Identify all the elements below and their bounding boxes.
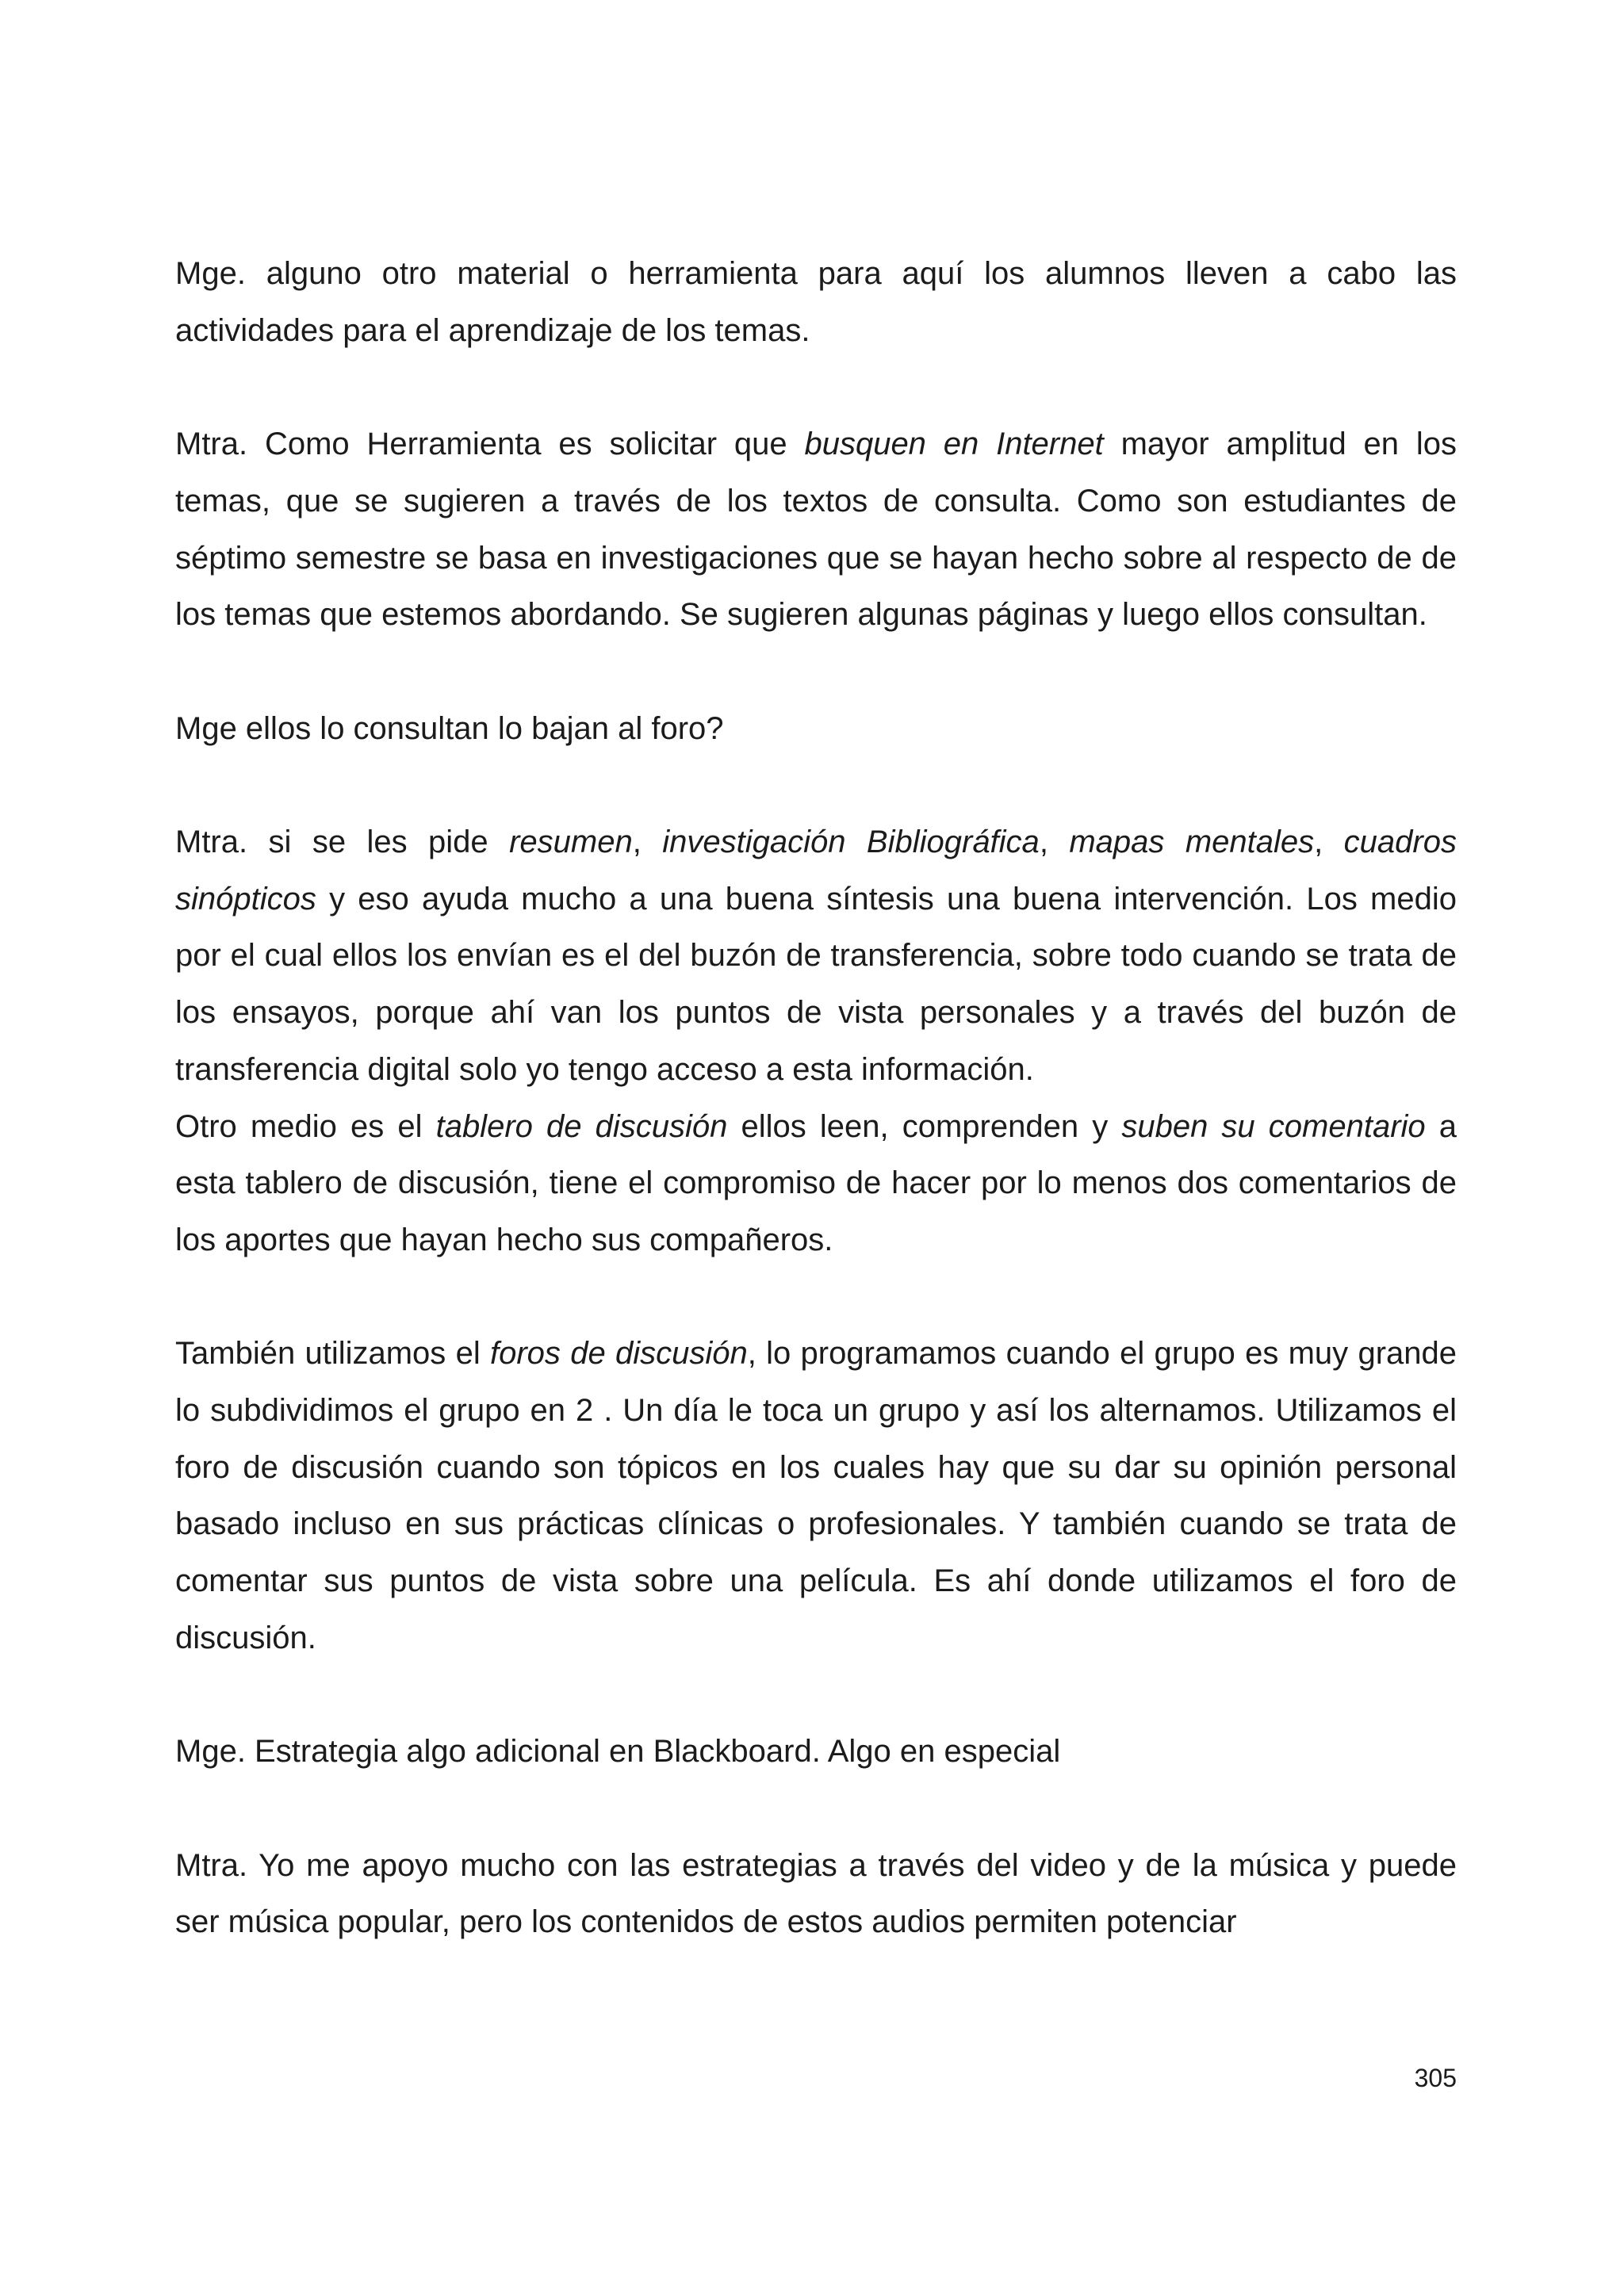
text-run: Mtra. Yo me apoyo mucho con las estrategias a través del video y de la música y puede ser música popular, pero los contenidos de estos audios permiten potenciar [175,1847,1457,1940]
italic-text: mapas mentales [1069,824,1315,859]
text-run: , [1314,824,1344,859]
text-run: , [632,824,663,859]
paragraph [175,416,1457,644]
text-run: y eso ayuda mucho a una buena síntesis una buena intervención. Los medio por el cual ellos los envían es el del buzón de transferencia, sobre todo cuando se trata de los ensayos, porque ahí van los puntos de vista personales y a través del buzón de transferencia digital solo yo tengo acceso a esta información. [175,881,1457,1087]
italic-text: investigación Bibliográfica [662,824,1040,859]
paragraph [175,701,1457,758]
italic-text: busquen en Internet [804,427,1104,462]
paragraph [175,1838,1457,1951]
text-run: Mtra. Como Herramienta es solicitar que [175,427,805,462]
italic-text: foros de discusión [490,1336,748,1372]
paragraph [175,1099,1457,1269]
text-run: Mtra. si se les pide [175,824,510,859]
paragraph [175,1326,1457,1667]
document-body [175,246,1457,1951]
text-run: Mge. alguno otro material o herramienta para aquí los alumnos lleven a cabo las actividades para el aprendizaje de los temas. [175,256,1457,348]
text-run: También utilizamos el [175,1336,490,1372]
italic-text: resumen [509,824,633,859]
text-run: , [1039,824,1070,859]
italic-text: tablero de discusión [435,1108,728,1144]
text-run: Mge ellos lo consultan lo bajan al foro? [175,710,724,746]
text-run: mayor amplitud en los temas, que se sugieren a través de los textos de consulta. Como son estudiantes de séptimo semestre se basa en investigaciones que se hayan hecho sobre al respecto de de los temas que estemos abordando. Se sugieren algunas páginas y luego ellos consultan. [175,427,1457,633]
text-run: , lo programamos cuando el grupo es muy grande lo subdividimos el grupo en 2 . Un día le toca un grupo y así los alternamos. Utilizamos el foro de discusión cuando son tópicos en los cuales hay que su dar su opinión personal basado incluso en sus prácticas clínicas o profesionales. Y también cuando se trata de comentar sus puntos de vista sobre una película. Es ahí donde utilizamos el foro de discusión. [175,1336,1457,1655]
text-run: ellos leen, comprenden y [727,1108,1122,1144]
text-run: a esta tablero de discusión, tiene el compromiso de hacer por lo menos dos comentarios de los aportes que hayan hecho sus compañeros. [175,1108,1457,1257]
paragraph [175,246,1457,359]
text-run: Mge. Estrategia algo adicional en Blackboard. Algo en especial [175,1734,1061,1770]
text-run: Otro medio es el [175,1108,436,1144]
paragraph [175,814,1457,1099]
italic-text: suben su comentario [1121,1108,1426,1144]
page-number: 305 [1414,2064,1457,2092]
paragraph [175,1724,1457,1781]
italic-text: cuadros sinópticos [175,824,1457,916]
